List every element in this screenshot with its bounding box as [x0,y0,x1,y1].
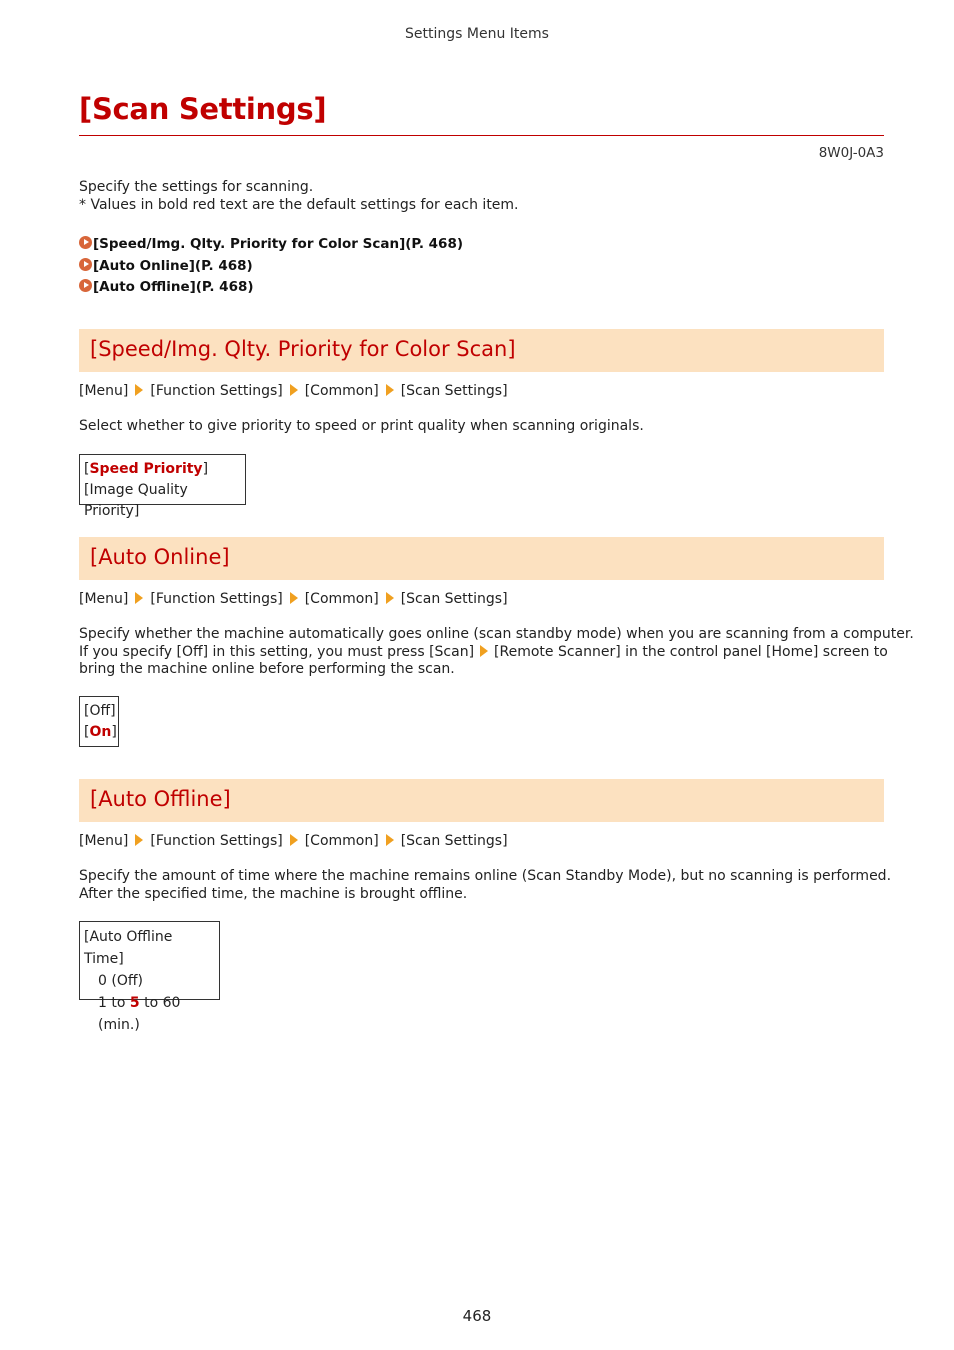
description-line: Specify the amount of time where the machine remains online (Scan Standby Mode), but no scanning is performed. [79,868,892,884]
breadcrumb [79,383,508,399]
chevron-right-icon [290,834,298,846]
range-prefix: 1 to [98,995,130,1011]
description-line: After the specified time, the machine is brought offline. [79,885,468,902]
description-line: bring the machine online before performing the scan. [79,661,455,677]
page-number: 468 [462,1307,492,1325]
breadcrumb-item: [Menu] [79,833,129,849]
breadcrumb-item: [Common] [304,383,379,399]
breadcrumb-item: [Scan Settings] [400,591,508,607]
section-description [79,868,891,903]
section-header-auto-offline [79,779,884,822]
option-speed-priority: [Speed Priority] [84,461,209,477]
breadcrumb-item: [Menu] [79,383,129,399]
section-header-auto-online [79,537,884,580]
breadcrumb-item: [Function Settings] [150,833,283,849]
toc-link-speed-priority[interactable] [79,234,463,256]
option-auto-offline-time: [Auto Offline Time] [84,929,173,967]
toc-link-label: [Auto Offline](P. 468) [93,279,254,295]
option-off-value: 0 (Off) [98,973,143,989]
description-line: [Remote Scanner] in the control panel [Home] screen to [494,643,888,660]
page-title: [Scan Settings] [79,92,327,126]
description-line: If you specify [Off] in this setting, you must press [Scan] [79,643,475,660]
running-head: Settings Menu Items [405,26,549,42]
chevron-right-icon [290,384,298,396]
breadcrumb-item: [Common] [304,833,379,849]
toc-link-label: [Auto Online](P. 468) [93,257,253,274]
breadcrumb-item: [Scan Settings] [400,833,508,849]
option-range [84,992,216,1036]
chevron-right-icon [386,384,394,396]
circle-arrow-icon [79,236,92,249]
intro-text [79,179,519,214]
default-value: 5 [129,995,140,1011]
intro-line-1: Specify the settings for scanning. [79,179,314,195]
breadcrumb-item: [Menu] [79,591,129,607]
options-box [79,696,119,747]
intro-line-2: * Values in bold red text are the default settings for each item. [79,196,519,213]
breadcrumb-item: [Function Settings] [150,383,283,399]
options-box [79,921,220,1033]
range-suffix: to 60 (min.) [98,995,181,1033]
option-on: [On] [84,724,117,740]
options-box [79,454,246,519]
section-heading: [Auto Offline] [90,787,231,811]
chevron-right-icon [290,592,298,604]
title-divider [79,135,884,136]
chevron-right-icon [480,645,488,657]
circle-arrow-icon [79,279,92,292]
chevron-right-icon [135,384,143,396]
section-description [79,626,914,679]
toc-link-label: [Speed/Img. Qlty. Priority for Color Scan](P. 468) [93,236,464,252]
breadcrumb-item: [Function Settings] [150,591,283,607]
breadcrumb [79,591,508,607]
section-description: Select whether to give priority to speed or print quality when scanning originals. [79,418,644,434]
section-header-speed-priority [79,329,884,372]
default-value: On [89,724,112,740]
toc-link-auto-offline[interactable] [79,277,463,299]
section-heading: [Speed/Img. Qlty. Priority for Color Scan] [90,337,516,361]
breadcrumb-item: [Common] [304,591,379,607]
chevron-right-icon [135,592,143,604]
breadcrumb-item: [Scan Settings] [400,383,508,399]
option-off: [Off] [84,703,116,719]
circle-arrow-icon [79,258,92,271]
default-value: Speed Priority [89,461,203,477]
description-line: Specify whether the machine automatically goes online (scan standby mode) when you are scanning from a computer. [79,626,914,642]
chevron-right-icon [386,592,394,604]
chevron-right-icon [386,834,394,846]
table-of-contents [79,234,463,299]
toc-link-auto-online[interactable] [79,256,463,278]
chevron-right-icon [135,834,143,846]
section-heading: [Auto Online] [90,545,230,569]
breadcrumb [79,833,508,849]
document-id: 8W0J-0A3 [818,145,884,161]
option-image-quality-priority: [Image Quality Priority] [84,482,188,519]
